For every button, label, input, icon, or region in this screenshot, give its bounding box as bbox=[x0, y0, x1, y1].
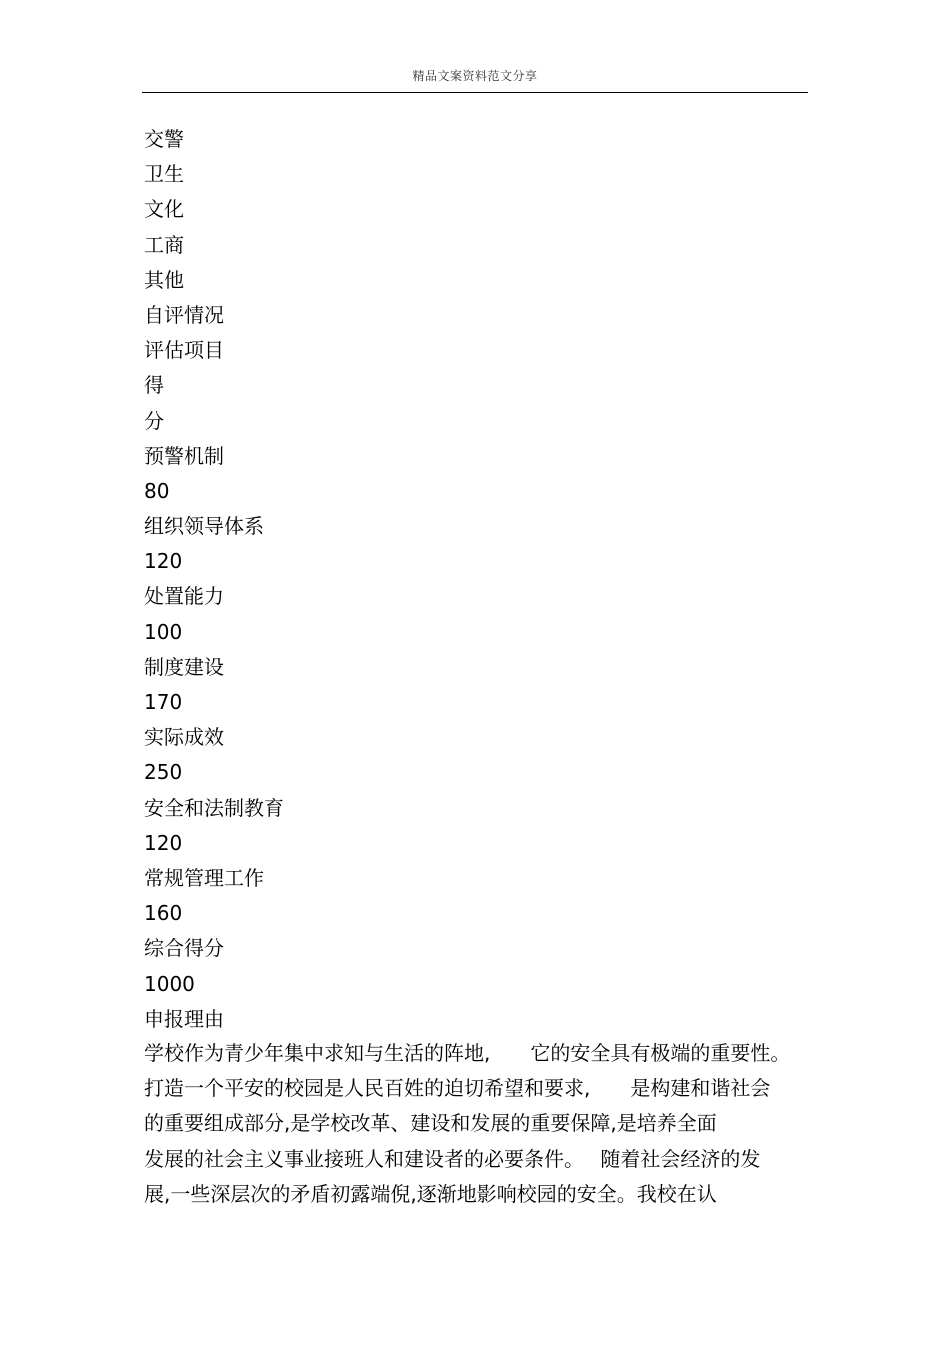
text-line: 组织领导体系 bbox=[144, 514, 264, 539]
score-value: 160 bbox=[144, 901, 183, 926]
header-title: 精品文案资料范文分享 bbox=[412, 69, 538, 83]
paragraph-line: 的重要组成部分,是学校改革、建设和发展的重要保障,是培养全面 bbox=[144, 1111, 717, 1136]
text-line: 综合得分 bbox=[144, 936, 224, 961]
text-line: 制度建设 bbox=[144, 654, 224, 679]
section-heading: 申报理由 bbox=[144, 1006, 224, 1031]
text-line: 文化 bbox=[144, 197, 184, 222]
score-value: 80 bbox=[144, 478, 170, 503]
text-line: 实际成效 bbox=[144, 725, 224, 750]
total-score-value: 1000 bbox=[144, 971, 195, 996]
score-value: 120 bbox=[144, 830, 183, 855]
score-value: 170 bbox=[144, 690, 183, 714]
score-value: 250 bbox=[144, 760, 183, 785]
paragraph-line: 展,一些深层次的矛盾初露端倪,逐渐地影响校园的安全。我校在认 bbox=[144, 1181, 717, 1206]
content-lines bbox=[144, 122, 810, 1037]
text-line: 卫生 bbox=[144, 162, 184, 187]
score-value: 120 bbox=[144, 549, 183, 574]
text-line: 安全和法制教育 bbox=[144, 795, 284, 820]
text-line: 预警机制 bbox=[144, 443, 224, 468]
text-line: 评估项目 bbox=[144, 338, 224, 363]
text-line: 处置能力 bbox=[144, 584, 224, 609]
text-line: 工商 bbox=[144, 232, 184, 257]
text-line: 自评情况 bbox=[144, 302, 224, 327]
reason-paragraph bbox=[144, 1036, 814, 1212]
paragraph-line: 学校作为青少年集中求知与生活的阵地, 它的安全具有极端的重要性。 bbox=[144, 1041, 791, 1065]
paragraph-line: 发展的社会主义事业接班人和建设者的必要条件。 随着社会经济的发 bbox=[144, 1146, 761, 1171]
text-line: 常规管理工作 bbox=[144, 865, 264, 890]
text-line: 分 bbox=[144, 408, 164, 433]
score-value: 100 bbox=[144, 619, 183, 644]
paragraph-line: 打造一个平安的校园是人民百姓的迫切希望和要求, 是构建和谐社会 bbox=[144, 1076, 771, 1101]
text-line: 得 bbox=[144, 373, 164, 398]
text-line: 其他 bbox=[144, 267, 184, 292]
page-header bbox=[142, 64, 808, 93]
text-line: 交警 bbox=[144, 127, 184, 151]
